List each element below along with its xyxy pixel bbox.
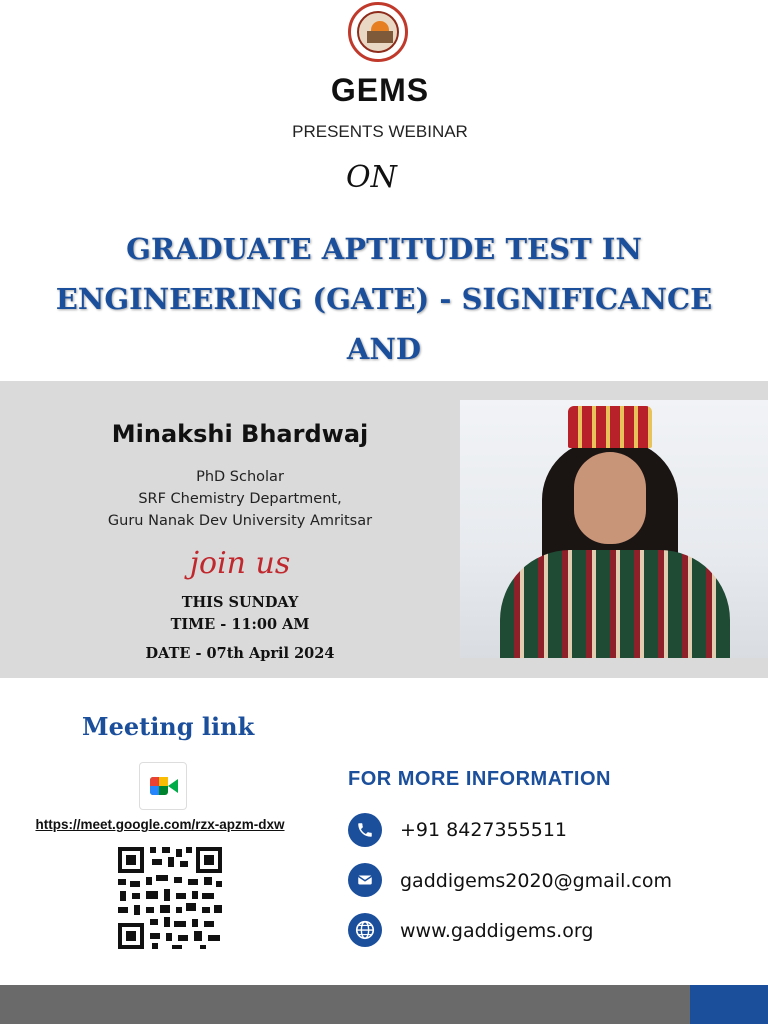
on-script: ON [346, 160, 397, 195]
meet-icon-part [168, 779, 178, 793]
gems-logo [348, 2, 408, 62]
org-name: GEMS [330, 72, 430, 108]
title-line-1: GRADUATE APTITUDE TEST IN [126, 232, 642, 266]
logo-sun-shape [371, 21, 389, 31]
photo-robe [500, 550, 730, 658]
phone-number[interactable]: +91 8427355511 [400, 819, 568, 841]
speaker-photo [460, 400, 768, 658]
qr-code-icon[interactable] [116, 845, 224, 951]
logo-emblem [357, 11, 399, 53]
photo-hat [568, 406, 652, 448]
title-line-2: ENGINEERING (GATE) - SIGNIFICANCE AND [55, 282, 713, 366]
role-line-3: Guru Nanak Dev University Amritsar [107, 513, 373, 529]
meet-icon-part [150, 786, 159, 795]
role-line-1: PhD Scholar [196, 469, 284, 485]
join-us-script: join us [189, 546, 291, 581]
website-url[interactable]: www.gaddigems.org [400, 920, 594, 942]
email-icon [348, 863, 382, 897]
phone-icon-glyph [356, 821, 374, 839]
speaker-role [40, 466, 440, 532]
meeting-link[interactable]: https://meet.google.com/rzx-apzm-dxw [35, 817, 285, 832]
footer-bar [0, 985, 690, 1024]
logo-building-shape [367, 31, 393, 43]
globe-icon [348, 913, 382, 947]
role-line-2: SRF Chemistry Department, [138, 491, 342, 507]
event-time-text: TIME - 11:00 AM [170, 616, 310, 633]
meet-icon-part [150, 777, 159, 786]
meet-icon-part [159, 777, 168, 786]
globe-icon-glyph [354, 919, 376, 941]
email-icon-glyph [356, 871, 374, 889]
email-address[interactable]: gaddigems2020@gmail.com [400, 870, 673, 892]
photo-face [574, 452, 646, 544]
speaker-name: Minakshi Bhardwaj [111, 420, 369, 448]
event-day: THIS SUNDAY [181, 594, 299, 611]
google-meet-icon[interactable] [139, 762, 187, 810]
footer-accent [690, 985, 768, 1024]
event-date: DATE - 07th April 2024 [145, 645, 335, 662]
event-time [40, 592, 440, 636]
presents-label: PRESENTS WEBINAR [292, 122, 468, 141]
meeting-heading: Meeting link [82, 712, 255, 741]
more-info-heading: FOR MORE INFORMATION [348, 768, 611, 790]
phone-icon [348, 813, 382, 847]
